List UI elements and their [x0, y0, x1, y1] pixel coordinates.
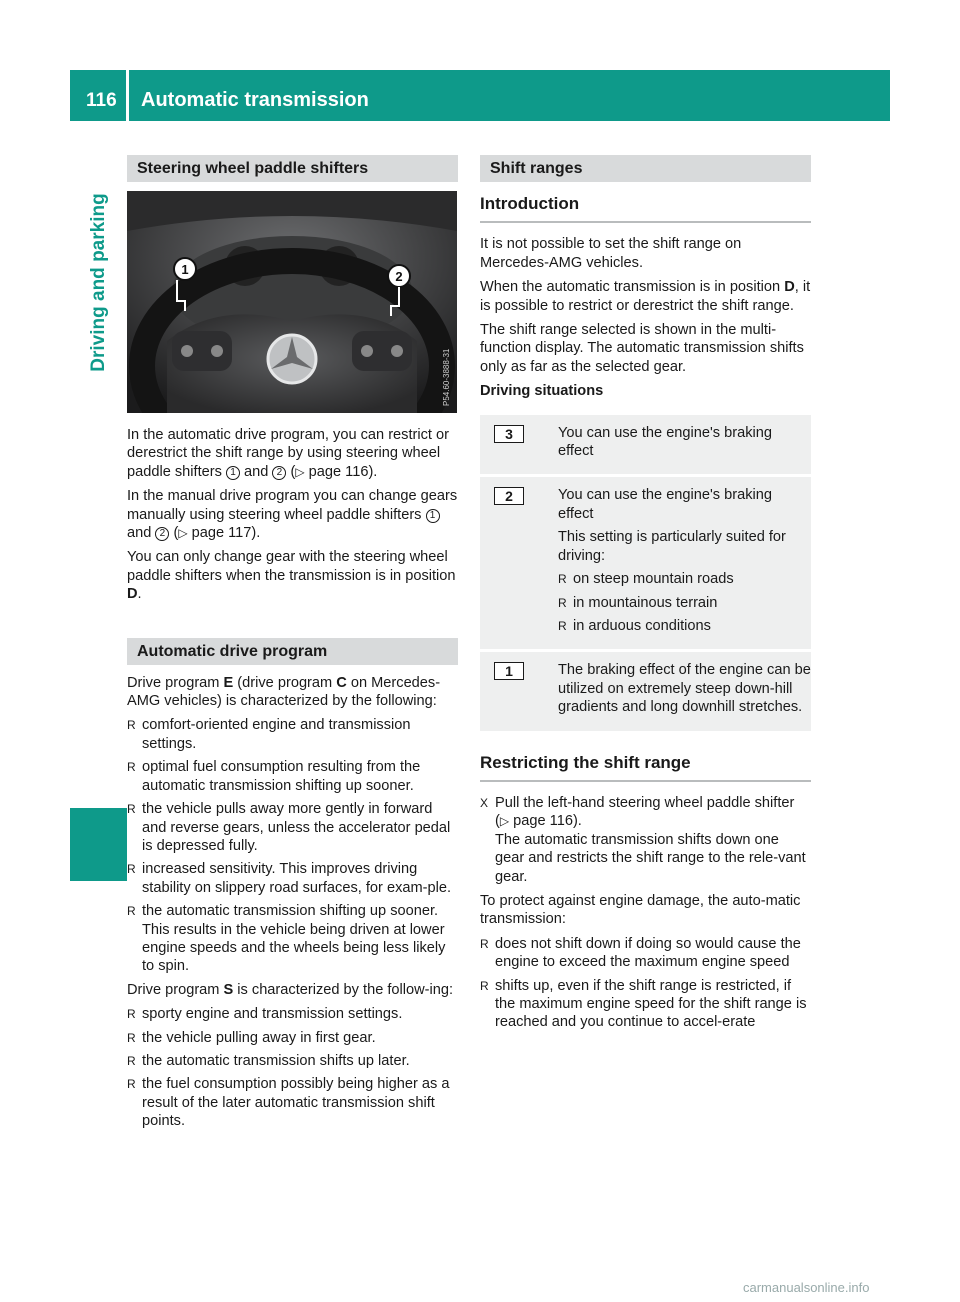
- gear-3-key-icon: 3: [494, 425, 524, 443]
- chapter-title: Automatic transmission: [141, 89, 369, 111]
- intro-para-3: The shift range selected is shown in the multi-function display. The automatic transmission shifts only as far as the selected gear.: [480, 322, 804, 375]
- list-item: R sporty engine and transmission settings.: [127, 1006, 403, 1023]
- page-ref-icon: ▷: [295, 464, 305, 479]
- right-column: [480, 155, 811, 1037]
- arrow-icon: X: [480, 795, 489, 810]
- section-tab: [82, 121, 115, 453]
- page-header: [70, 70, 890, 121]
- bullet-icon: R: [558, 572, 567, 587]
- page-ref-icon: ▷: [178, 526, 188, 541]
- list-item: R in arduous conditions: [558, 617, 711, 634]
- bullet-icon: R: [127, 1077, 136, 1092]
- shift-ranges-heading: Shift ranges: [480, 155, 811, 182]
- table-row: 2 You can use the engine's braking effect This setting is particularly suited for driving: R on steep mountain roads R in mountainous terrain R in arduous conditions: [480, 477, 811, 652]
- paddle-para-2: In the manual drive program you can change gears manually using steering wheel paddle shifters 1 and 2 (▷ page 117).: [127, 488, 458, 542]
- bullet-icon: R: [127, 718, 136, 733]
- callout-1-ref: 1: [226, 466, 240, 480]
- driving-situations-table: [480, 415, 811, 734]
- list-item: R the vehicle pulls away more gently in forward and reverse gears, unless the accelerator pedal is depressed fully.: [127, 801, 451, 854]
- image-code: P54.60-3888-31: [442, 348, 451, 406]
- list-item: R the automatic transmission shifts up later.: [127, 1052, 410, 1069]
- introduction-heading: Introduction: [480, 191, 811, 223]
- bullet-icon: R: [127, 1007, 136, 1022]
- callout-1-ref: 1: [426, 509, 440, 523]
- callout-2-ref: 2: [155, 527, 169, 541]
- intro-para-2: When the automatic transmission is in position D, it is possible to restrict or derestrict the shift range.: [480, 279, 811, 314]
- auto-s-list: [127, 1005, 458, 1130]
- header-divider: [126, 70, 129, 121]
- list-item: R optimal fuel consumption resulting from the automatic transmission shifting up sooner.: [127, 759, 421, 794]
- list-item: R the automatic transmission shifting up sooner. This results in the vehicle being driven at lower engine speeds and the wheels being less likely to spin.: [127, 903, 446, 975]
- page-ref-icon: ▷: [499, 814, 510, 829]
- bullet-icon: R: [480, 978, 489, 993]
- callout-2-ref: 2: [272, 466, 286, 480]
- section-marker: [70, 808, 127, 881]
- gear-1-key-icon: 1: [494, 662, 524, 680]
- bullet-icon: R: [127, 1053, 136, 1068]
- list-item: R does not shift down if doing so would cause the engine to exceed the maximum engine speed: [480, 935, 801, 971]
- protect-list: [480, 935, 811, 1032]
- callout-1: 1: [181, 262, 189, 277]
- steering-wheel-photo: [127, 191, 457, 413]
- auto-intro: Drive program E (drive program C on Mercedes-AMG vehicles) is characterized by the following:: [127, 674, 441, 710]
- bullet-icon: R: [558, 595, 567, 610]
- list-item: R shifts up, even if the shift range is restricted, if the maximum engine speed for the shift range is reached and you continue to accel-erate: [480, 977, 807, 1031]
- list-item: R on steep mountain roads: [558, 571, 734, 588]
- bullet-icon: R: [558, 618, 567, 633]
- bullet-icon: R: [127, 760, 136, 775]
- table-row: 1 The braking effect of the engine can be utilized on extremely steep down-hill gradients and long downhill stretches.: [480, 652, 811, 733]
- list-item: R the vehicle pulling away in first gear.: [127, 1029, 376, 1046]
- driving-situations-label: Driving situations: [480, 383, 604, 400]
- bullet-icon: R: [127, 802, 136, 817]
- paddle-heading: Steering wheel paddle shifters: [127, 155, 458, 182]
- auto-e-list: [127, 716, 458, 975]
- auto-program-heading: Automatic drive program: [127, 638, 458, 665]
- paddle-para-3: You can only change gear with the steering wheel paddle shifters when the transmission is in position D.: [127, 549, 456, 603]
- sidebar: [70, 121, 127, 1302]
- paddle-para-1: In the automatic drive program, you can restrict or derestrict the shift range by using steering wheel paddle shifters 1 and 2 (▷ page 116).: [127, 427, 450, 480]
- bullet-icon: R: [127, 1030, 136, 1045]
- gear-2-key-icon: 2: [494, 487, 524, 505]
- list-item: R comfort-oriented engine and transmission settings.: [127, 717, 411, 752]
- callout-2: 2: [395, 269, 403, 284]
- list-item: R increased sensitivity. This improves driving stability on slippery road surfaces, for exam-ple.: [127, 861, 452, 896]
- list-item: R the fuel consumption possibly being higher as a result of the later automatic transmission shift points.: [127, 1076, 450, 1130]
- bullet-icon: R: [480, 936, 489, 951]
- page-number: 116: [86, 90, 117, 111]
- restricting-heading: Restricting the shift range: [480, 750, 811, 782]
- table-row: 3 You can use the engine's braking effect: [480, 415, 811, 478]
- bullet-icon: R: [127, 862, 136, 877]
- auto-s-intro: Drive program S is characterized by the follow-ing:: [127, 981, 454, 998]
- left-column: [127, 155, 458, 1136]
- instruction-step: X Pull the left-hand steering wheel paddle shifter (▷ page 116). The automatic transmission shifts down one gear and restricts the shift range to the rele-vant gear.: [480, 794, 806, 885]
- bullet-icon: R: [127, 904, 136, 919]
- protect-para: To protect against engine damage, the auto-matic transmission:: [480, 892, 801, 928]
- list-item: R in mountainous terrain: [558, 594, 718, 611]
- section-tab-label: Driving and parking: [88, 193, 109, 372]
- intro-para-1: It is not possible to set the shift range on Mercedes-AMG vehicles.: [480, 236, 742, 271]
- footer-watermark: carmanualsonline.info: [743, 1280, 870, 1295]
